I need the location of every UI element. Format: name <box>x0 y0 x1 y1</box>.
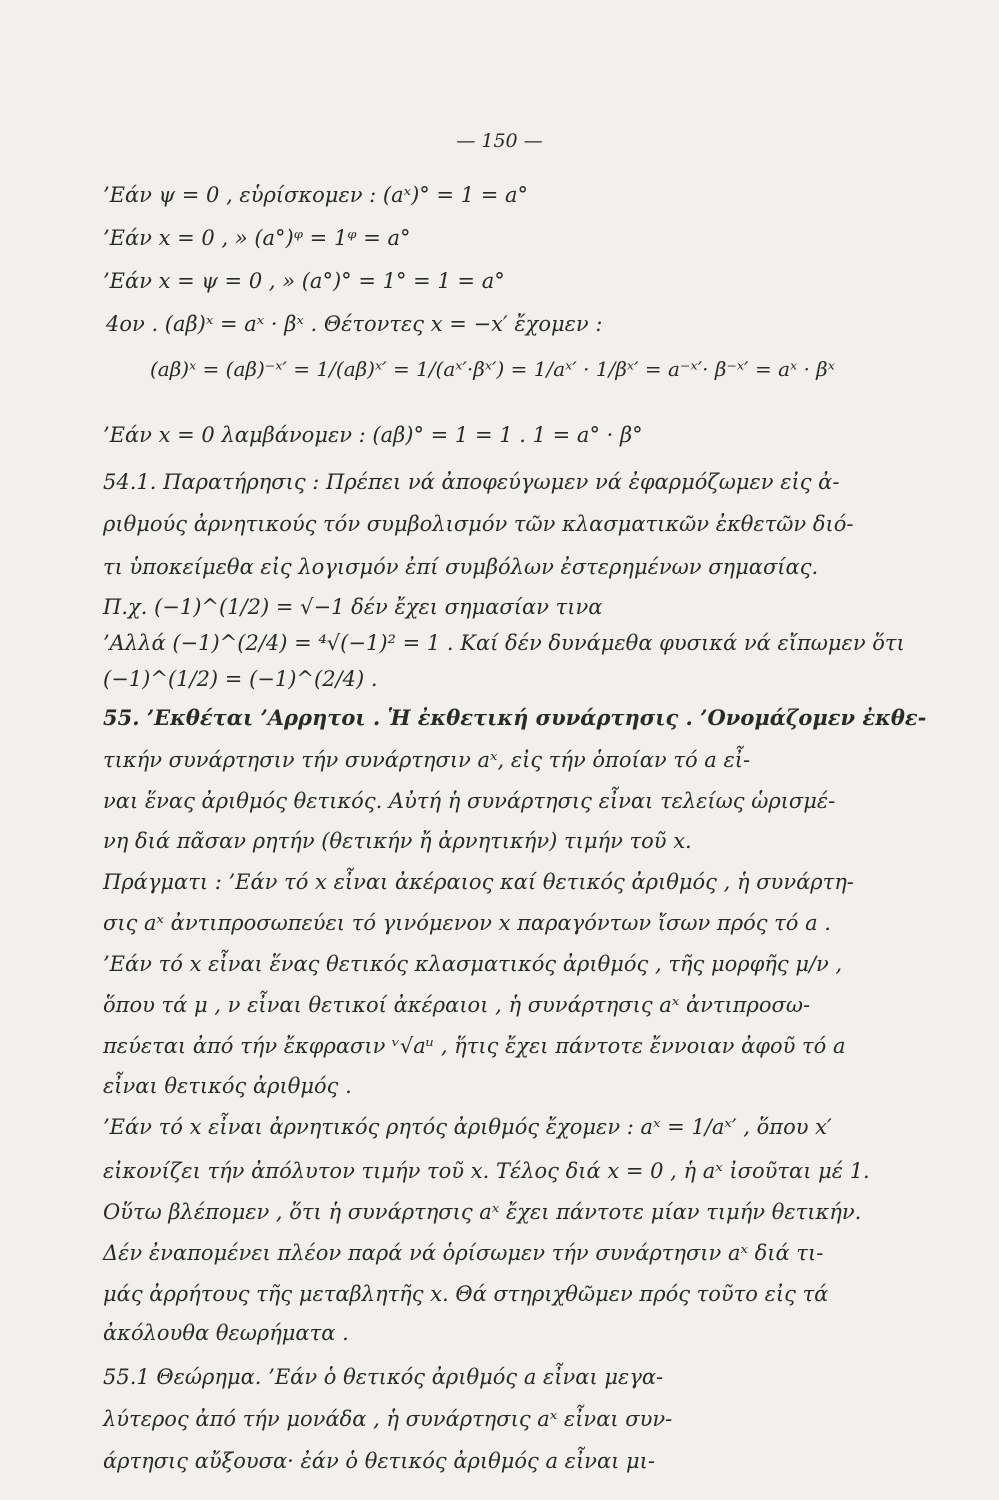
text-line-27: μάς ἀρρήτους τῆς μεταβλητῆς x. Θά στηριχθῶμεν πρός τοῦτο εἰς τά <box>103 1282 829 1306</box>
text-line-21: πεύεται ἀπό τήν ἔκφρασιν ᵛ√aᵘ , ἥτις ἔχει πάντοτε ἔννοιαν ἀφοῦ τό a <box>103 1034 846 1058</box>
text-line-2: ’Εάν x = 0 , » (a°)ᵠ = 1ᵠ = a° <box>103 226 411 250</box>
text-line-8: ριθμούς ἀρνητικούς τόν συμβολισμόν τῶν κλασματικῶν ἐκθετῶν διό- <box>103 512 854 536</box>
text-line-11: ’Αλλά (−1)^(2/4) = ⁴√(−1)² = 1 . Καί δέν δυνάμεθα φυσικά νά εἴπωμεν ὅτι <box>103 631 905 655</box>
theorem-heading: 55.1 Θεώρημα. ’Εάν ὁ θετικός ἀριθμός a εἶναι μεγα- <box>103 1365 664 1389</box>
page-number: — 150 — <box>456 130 543 152</box>
text-line-3: ’Εάν x = ψ = 0 , » (a°)° = 1° = 1 = a° <box>103 269 505 293</box>
text-line-12: (−1)^(1/2) = (−1)^(2/4) . <box>103 667 378 691</box>
text-line-18: σις aˣ ἀντιπροσωπεύει τό γινόμενον x παραγόντων ἴσων πρός τό a . <box>103 911 831 935</box>
text-line-4: 4ον . (aβ)ˣ = aˣ · βˣ . Θέτοντες x = −x′ ἔχομεν : <box>106 312 603 336</box>
text-line-22: εἶναι θετικός ἀριθμός . <box>103 1074 352 1098</box>
text-line-6: ’Εάν x = 0 λαμβάνομεν : (aβ)° = 1 = 1 . 1 = a° · β° <box>103 423 643 447</box>
text-line-31: άρτησις αὔξουσα· ἐάν ὁ θετικός ἀριθμός a εἶναι μι- <box>103 1449 656 1473</box>
text-line-19: ’Εάν τό x εἶναι ἕνας θετικός κλασματικός ἀριθμός , τῆς μορφῆς μ/ν , <box>103 952 843 976</box>
text-line-23: ’Εάν τό x εἶναι ἀρνητικός ρητός ἀριθμός ἔχομεν : aˣ = 1/aˣ′ , ὅπου x′ <box>103 1115 832 1139</box>
text-line-16: νη διά πᾶσαν ρητήν (θετικήν ἤ ἀρνητικήν) τιμήν τοῦ x. <box>103 829 692 853</box>
equation-line: (aβ)ˣ = (aβ)⁻ˣ′ = 1/(aβ)ˣ′ = 1/(aˣ′·βˣ′) = 1/aˣ′ · 1/βˣ′ = a⁻ˣ′· β⁻ˣ′ = aˣ · βˣ <box>150 357 835 381</box>
text-line-20: ὅπου τά μ , ν εἶναι θετικοί ἀκέραιοι , ἡ συνάρτησις aˣ ἀντιπροσω- <box>103 993 811 1017</box>
text-line-24: εἰκονίζει τήν ἀπόλυτον τιμήν τοῦ x. Τέλος διά x = 0 , ἡ aˣ ἰσοῦται μέ 1. <box>103 1159 870 1183</box>
text-line-26: Δέν ἐναπομένει πλέον παρά νά ὁρίσωμεν τήν συνάρτησιν aˣ διά τι- <box>103 1241 824 1265</box>
text-line-7: 54.1. Παρατήρησις : Πρέπει νά ἀποφεύγωμεν νά ἐφαρμόζωμεν εἰς ἀ- <box>103 470 840 494</box>
text-line-10: Π.χ. (−1)^(1/2) = √−1 δέν ἔχει σημασίαν τινα <box>103 595 603 619</box>
text-line-17: Πράγματι : ’Εάν τό x εἶναι ἀκέραιος καί θετικός ἀριθμός , ἡ συνάρτη- <box>103 870 854 894</box>
text-line-14: τικήν συνάρτησιν τήν συνάρτησιν aˣ, εἰς τήν ὁποίαν τό a εἶ- <box>103 748 751 772</box>
text-line-25: Οὕτω βλέπομεν , ὅτι ἡ συνάρτησις aˣ ἔχει πάντοτε μίαν τιμήν θετικήν. <box>103 1200 862 1224</box>
text-line-28: ἀκόλουθα θεωρήματα . <box>103 1321 349 1345</box>
text-line-1: ’Εάν ψ = 0 , εὑρίσκομεν : (aˣ)° = 1 = a° <box>103 183 529 207</box>
text-line-30: λύτερος ἀπό τήν μονάδα , ἡ συνάρτησις aˣ εἶναι συν- <box>103 1407 673 1431</box>
text-line-9: τι ὑποκείμεθα εἰς λογισμόν ἐπί συμβόλων ἐστερημένων σημασίας. <box>103 555 819 579</box>
section-55-heading: 55. ’Εκθέται ’Αρρητοι . Ἡ ἐκθετική συνάρτησις . ’Ονομάζομεν ἐκθε- <box>103 705 927 730</box>
text-line-15: ναι ἕνας ἀριθμός θετικός. Αὐτή ἡ συνάρτησις εἶναι τελείως ὡρισμέ- <box>103 789 836 813</box>
